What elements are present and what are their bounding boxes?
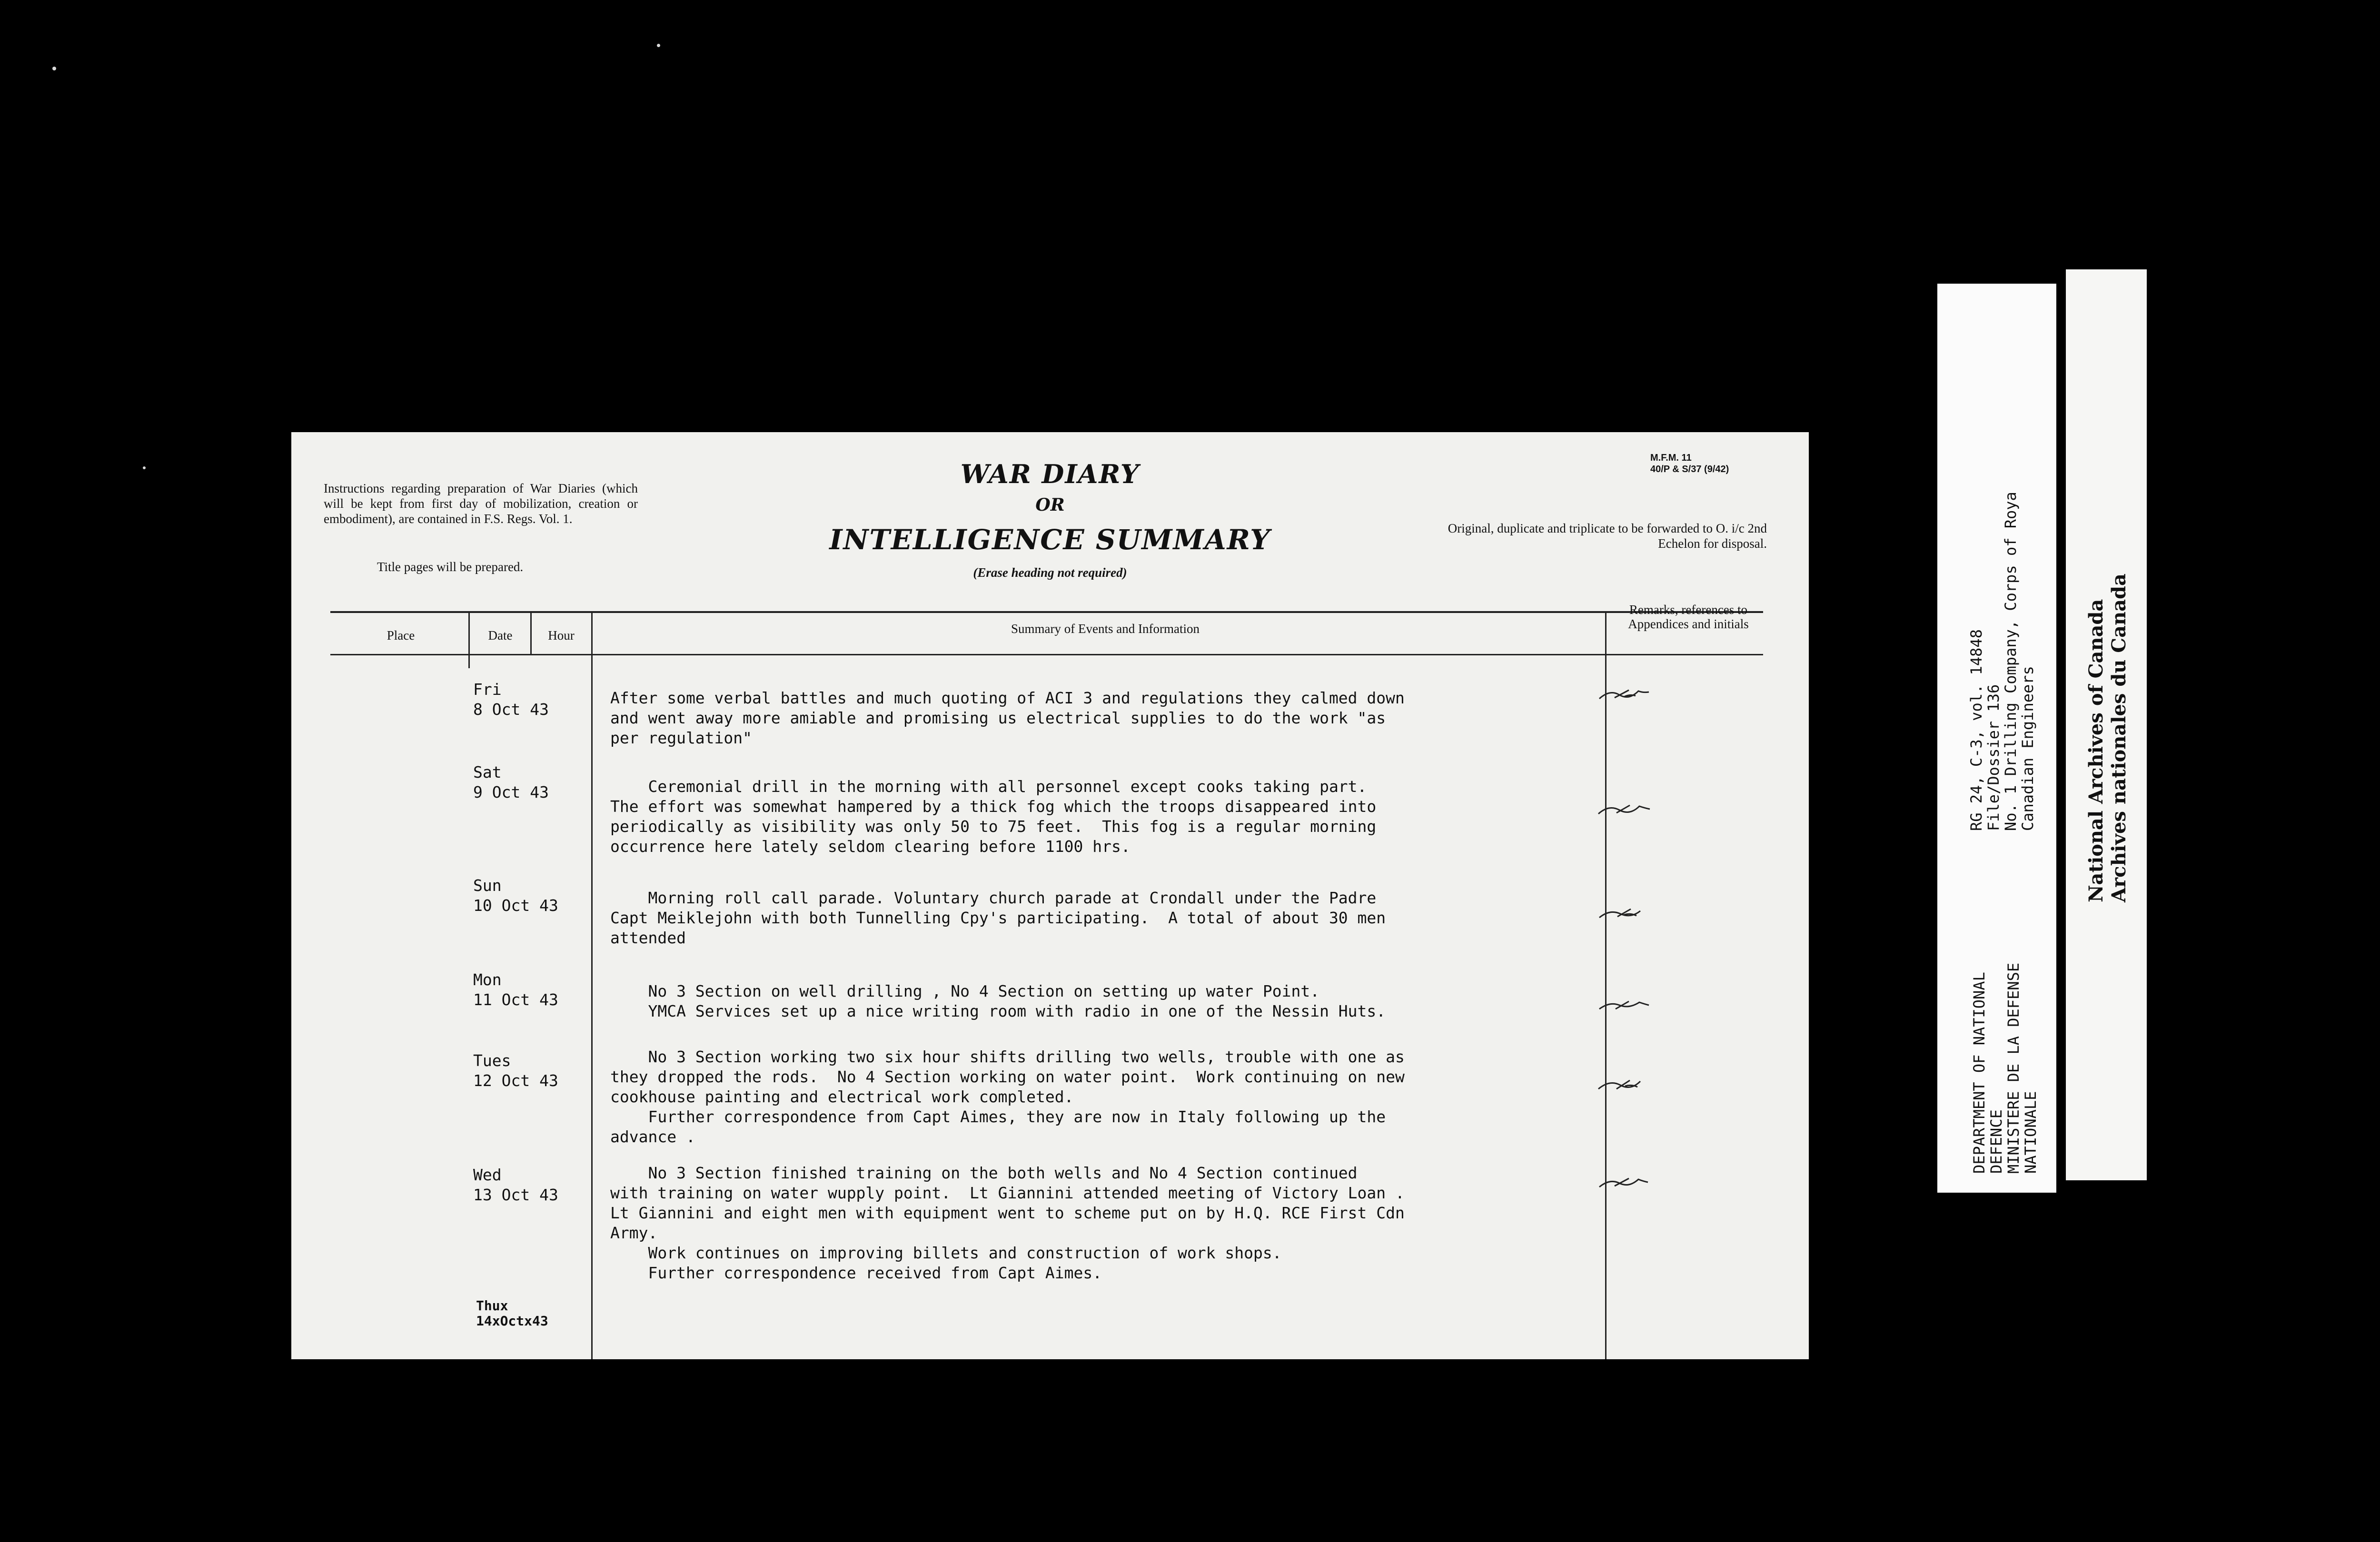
department-text: DEPARTMENT OF NATIONAL DEFENCE MINISTERE DE LA DEFENSE NATIONALE — [1970, 962, 2040, 1174]
column-summary: Summary of Events and Information — [1011, 622, 1200, 636]
initials-signature — [1596, 996, 1653, 1015]
entry-text: No 3 Section on well drilling , No 4 Section on setting up water Point. YMCA Services set up a nice writing room with radio in one of the Nessin Huts. — [648, 982, 1386, 1020]
speck — [657, 44, 660, 47]
entry-date — [473, 762, 597, 802]
divider-date — [468, 611, 470, 668]
entry-day: Mon — [473, 970, 502, 989]
title-or: OR — [1035, 495, 1065, 515]
column-hour: Hour — [548, 628, 575, 642]
entry-date — [473, 1165, 597, 1205]
entry-date-value: 11 Oct 43 — [473, 990, 558, 1009]
reference-text: RG 24, C-3, vol. 14848 File/Dossier 136 No. 1 Drilling Company, Corps of Roya Canadian Engineers — [1967, 492, 2037, 831]
entry-day: Tues — [473, 1051, 511, 1070]
entry-date-value: 8 Oct 43 — [473, 700, 549, 719]
column-header-rule — [330, 654, 1763, 655]
war-diary-page — [291, 432, 1809, 1359]
entry-text: Morning roll call parade. Voluntary church parade at Crondall under the Padre Capt Meiklejohn with both Tunnelling Cpy's participating. A total of about 30 men attended — [610, 889, 1386, 947]
entry-text: No 3 Section finished training on the both wells and No 4 Section continued with training on water wupply point. Lt Giannini attended meeting of Victory Loan . Lt Giannini and eight men with equipment went to scheme put on by H.Q. RCE First Cdn Army. Work continues on improving billets and construction of work shops. Further correspondence received from Capt Aimes. — [610, 1164, 1405, 1282]
archives-canada-label — [2066, 269, 2147, 1180]
archive-reference-label — [1937, 284, 2056, 1193]
entry-date-value: 12 Oct 43 — [473, 1071, 558, 1090]
speck — [52, 67, 56, 70]
entry-date-value: 13 Oct 43 — [473, 1186, 558, 1204]
initials-signature — [1596, 1173, 1653, 1192]
initials-signature — [1596, 1075, 1653, 1094]
subtitle: (Erase heading not required) — [973, 565, 1127, 580]
archives-name: National Archives of Canada Archives nationales du Canada — [2085, 573, 2130, 902]
column-remarks: Remarks, references to Appendices and initials — [1628, 603, 1749, 631]
entry-day: Fri — [473, 680, 502, 699]
form-number — [1650, 452, 1729, 475]
column-date: Date — [488, 628, 513, 642]
form-number-line1: M.F.M. 11 — [1650, 453, 1692, 463]
column-place: Place — [387, 628, 415, 642]
title-intelligence-summary: INTELLIGENCE SUMMARY — [829, 524, 1271, 556]
disposal-note: Original, duplicate and triplicate to be forwarded to O. i/c 2nd Echelon for disposal. — [1448, 521, 1767, 551]
header-rule — [330, 611, 1763, 613]
entry-date — [473, 680, 597, 720]
initials-signature — [1596, 684, 1653, 703]
entry-date — [473, 1051, 597, 1091]
entry-date-value: 10 Oct 43 — [473, 896, 558, 915]
speck — [143, 466, 146, 469]
form-number-line2: 40/P & S/37 (9/42) — [1650, 464, 1729, 474]
entry-date — [473, 876, 597, 916]
entry-text: After some verbal battles and much quoting of ACI 3 and regulations they calmed down and went away more amiable and promising us electrical supplies to do the work "as per regulation" — [610, 689, 1405, 747]
divider-hour — [530, 611, 532, 654]
entry-date-value: 9 Oct 43 — [473, 783, 549, 801]
initials-signature — [1596, 799, 1653, 818]
entry-day: Wed — [473, 1166, 502, 1184]
initials-signature — [1596, 903, 1653, 922]
entry-day: Sat — [473, 763, 502, 781]
entry-text: Ceremonial drill in the morning with all personnel except cooks taking part. The effort was somewhat hampered by a thick fog which the troops disappeared into periodically as visibility was only 50 to 75 feet. This fog is a regular morning occurrence here lately seldom clearing before 1100 hrs. — [610, 777, 1377, 856]
struck-out-date: Thux 14xOctx43 — [476, 1298, 548, 1329]
title-pages-note: Title pages will be prepared. — [377, 560, 524, 574]
entry-day: Sun — [473, 876, 502, 895]
entry-date — [473, 970, 597, 1010]
entry-text: No 3 Section working two six hour shifts drilling two wells, trouble with one as they dropped the rods. No 4 Section working on water point. Work continuing on new cookhouse painting and electrical work completed. Further correspondence from Capt Aimes, they are now in Italy following up the advance . — [610, 1048, 1405, 1146]
instructions-text: Instructions regarding preparation of War Diaries (which will be kept from first day of mobilization, creation or embodiment), are contained in F.S. Regs. Vol. 1. — [324, 481, 638, 526]
title-war-diary: WAR DIARY — [960, 459, 1140, 489]
